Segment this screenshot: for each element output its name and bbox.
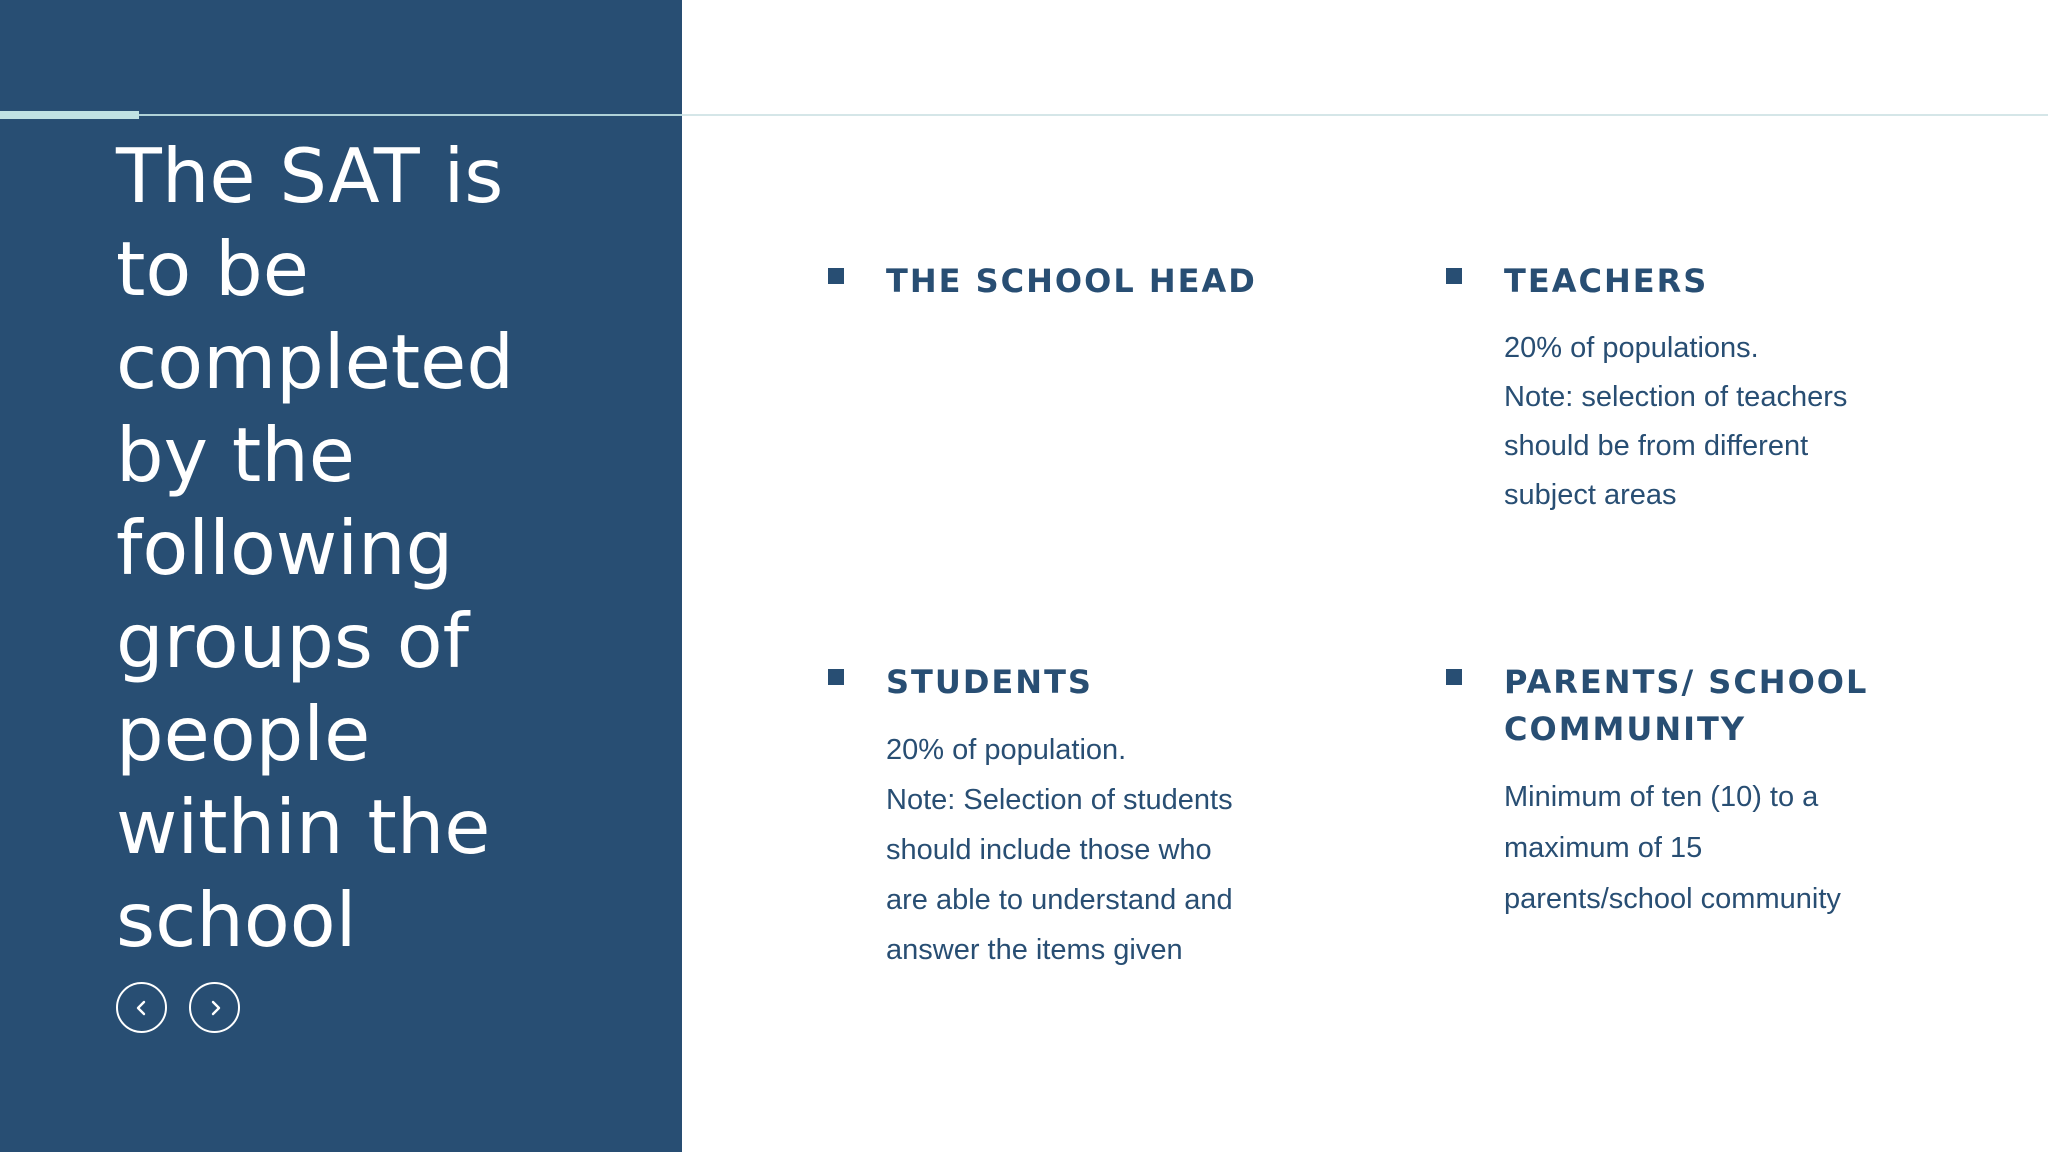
chevron-left-icon (132, 998, 152, 1018)
description-line: Note: Selection of students (886, 784, 1233, 816)
title-line: within the (116, 783, 491, 871)
description-line: should be from different (1504, 430, 1809, 462)
group-description (1504, 772, 1841, 925)
description-line: subject areas (1504, 479, 1677, 511)
square-bullet-icon (828, 669, 844, 685)
title-line: school (116, 876, 357, 964)
title-line: people (116, 690, 371, 778)
group-heading: STUDENTS (886, 663, 1093, 701)
description-line: answer the items given (886, 934, 1183, 966)
title-line: The SAT is (116, 132, 504, 220)
chevron-right-icon (205, 998, 225, 1018)
group-heading: PARENTS/ SCHOOL COMMUNITY (1504, 663, 1869, 748)
divider-line (682, 114, 2048, 116)
divider-line (139, 114, 682, 116)
title-line: groups of (116, 597, 470, 685)
square-bullet-icon (828, 268, 844, 284)
group-heading: THE SCHOOL HEAD (886, 262, 1257, 300)
next-button[interactable] (189, 982, 240, 1033)
description-line: parents/school community (1504, 883, 1841, 915)
group-description (1504, 324, 1847, 520)
description-line: maximum of 15 (1504, 832, 1703, 864)
description-line: Minimum of ten (10) to a (1504, 781, 1819, 813)
title-panel (0, 0, 682, 1152)
title-line: to be (116, 225, 309, 313)
title-line: following (116, 504, 454, 592)
description-line: are able to understand and (886, 884, 1233, 916)
accent-line (0, 111, 139, 119)
title-line: completed (116, 318, 514, 406)
slide-title (116, 130, 636, 967)
group-heading: TEACHERS (1504, 262, 1709, 300)
description-line: should include those who (886, 834, 1212, 866)
square-bullet-icon (1446, 669, 1462, 685)
square-bullet-icon (1446, 268, 1462, 284)
description-line: Note: selection of teachers (1504, 381, 1848, 413)
group-description (886, 725, 1233, 975)
previous-button[interactable] (116, 982, 167, 1033)
description-line: 20% of populations. (1504, 332, 1759, 364)
title-line: by the (116, 411, 355, 499)
description-line: 20% of population. (886, 734, 1127, 766)
